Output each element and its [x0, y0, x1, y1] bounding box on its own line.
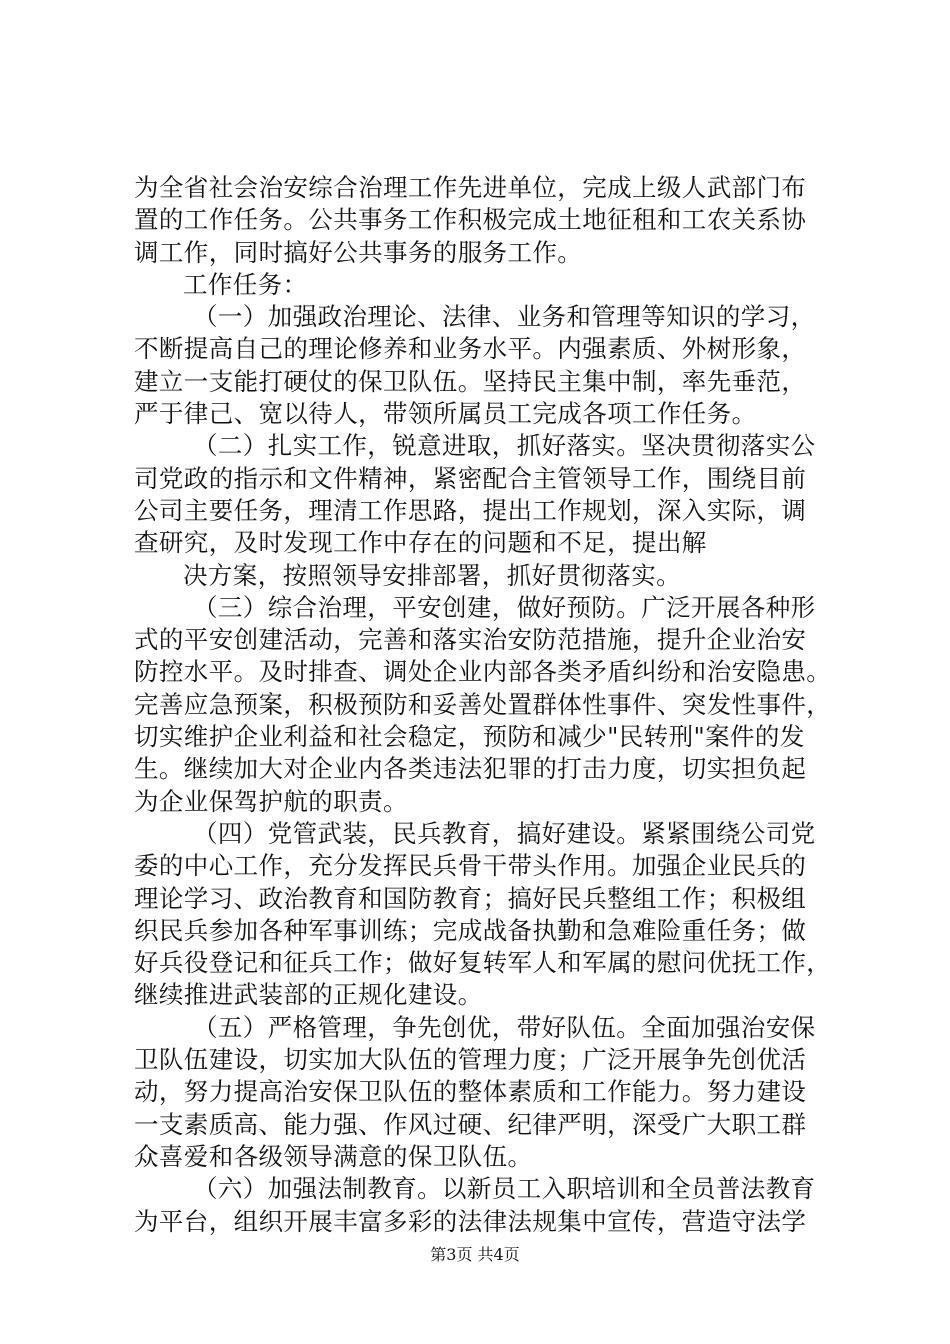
- text-line: 委的中心工作，充分发挥民兵骨干带头作用。加强企业民兵的: [134, 851, 807, 881]
- text-line: 动，努力提高治安保卫队伍的整体素质和工作能力。努力建设: [134, 1077, 807, 1107]
- text-line: 理论学习、政治教育和国防教育；搞好民兵整组工作；积极组: [134, 883, 807, 913]
- text-line: 一支素质高、能力强、作风过硬、纪律严明，深受广大职工群: [134, 1109, 807, 1139]
- text-line: 司党政的指示和文件精神，紧密配合主管领导工作，围绕目前: [134, 463, 807, 493]
- text-line: 切实维护企业利益和社会稳定，预防和减少"民转刑"案件的发: [134, 722, 805, 752]
- text-line: 完善应急预案，积极预防和妥善处置群体性事件、突发性事件，: [134, 689, 832, 719]
- text-line: 建立一支能打硬仗的保卫队伍。坚持民主集中制，率先垂范，: [134, 366, 807, 396]
- text-line: 防控水平。及时排查、调处企业内部各类矛盾纠纷和治安隐患。: [134, 657, 832, 687]
- text-line: 织民兵参加各种军事训练；完成战备执勤和急难险重任务；做: [134, 915, 807, 945]
- text-line: 为全省社会治安综合治理工作先进单位，完成上级人武部门布: [134, 173, 807, 202]
- text-line: 不断提高自己的理论修养和业务水平。内强素质、外树形象，: [134, 334, 807, 364]
- text-line: 继续推进武装部的正规化建设。: [134, 980, 483, 1010]
- text-line: （六）加强法制教育。以新员工入职培训和全员普法教育: [193, 1174, 816, 1204]
- text-line: （一）加强政治理论、法律、业务和管理等知识的学习，: [193, 302, 816, 332]
- text-line: （五）严格管理，争先创优，带好队伍。全面加强治安保: [193, 1012, 816, 1042]
- page-footer: 第3页 共4页: [430, 1245, 520, 1264]
- document-body: [134, 172, 832, 1238]
- text-line: 生。继续加大对企业内各类违法犯罪的打击力度，切实担负起: [134, 754, 807, 784]
- text-line: 为企业保驾护航的职责。: [134, 786, 408, 816]
- text-line: 查研究，及时发现工作中存在的问题和不足，提出解: [134, 528, 707, 558]
- text-line: 式的平安创建活动，完善和落实治安防范措施，提升企业治安: [134, 625, 807, 655]
- text-line: 好兵役登记和征兵工作；做好复转军人和军属的慰问优抚工作，: [134, 948, 832, 978]
- text-line: 卫队伍建设，切实加大队伍的管理力度；广泛开展争先创优活: [134, 1045, 807, 1075]
- text-line: 众喜爱和各级领导满意的保卫队伍。: [134, 1141, 533, 1171]
- text-line: 调工作，同时搞好公共事务的服务工作。: [134, 237, 583, 267]
- text-line: 公司主要任务，理清工作思路，提出工作规划，深入实际，调: [134, 495, 807, 525]
- text-line: （三）综合治理，平安创建，做好预防。广泛开展各种形: [193, 592, 816, 622]
- text-line: 工作任务：: [183, 269, 308, 299]
- text-line: 决方案，按照领导安排部署，抓好贯彻落实。: [183, 560, 681, 590]
- text-line: 为平台，组织开展丰富多彩的法律法规集中宣传，营造守法学: [134, 1206, 807, 1236]
- text-line: （四）党管武装，民兵教育，搞好建设。紧紧围绕公司党: [193, 818, 816, 848]
- text-line: （二）扎实工作，锐意进取，抓好落实。坚决贯彻落实公: [193, 431, 816, 461]
- text-line: 严于律己、宽以待人，带领所属员工完成各项工作任务。: [134, 399, 757, 429]
- text-line: 置的工作任务。公共事务工作积极完成土地征租和工农关系协: [134, 205, 807, 235]
